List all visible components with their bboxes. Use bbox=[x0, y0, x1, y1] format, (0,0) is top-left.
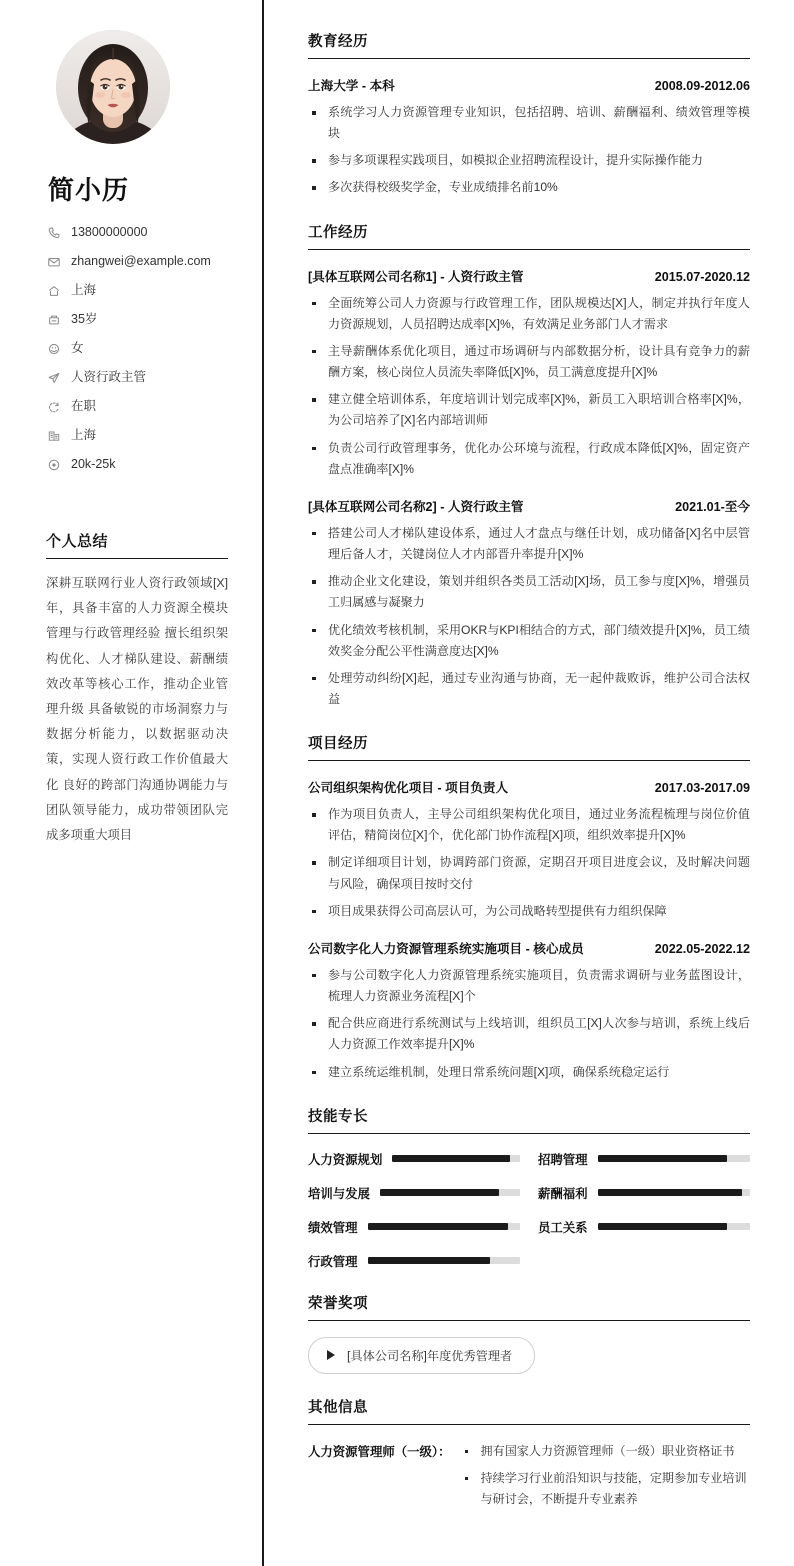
skill-bar-track bbox=[368, 1223, 520, 1230]
skill-bar-fill bbox=[392, 1155, 509, 1162]
entry-date: 2008.09-2012.06 bbox=[654, 79, 750, 93]
entry-header bbox=[308, 75, 750, 94]
skill-label: 行政管理 bbox=[308, 1254, 358, 1269]
sidebar bbox=[0, 0, 264, 1566]
skill-row bbox=[538, 1184, 750, 1202]
work-entry bbox=[308, 496, 750, 710]
bullet-item: 处理劳动纠纷[X]起，通过专业沟通与协商，无一起仲裁败诉，维护公司合法权益 bbox=[308, 668, 750, 710]
contact-status bbox=[46, 399, 228, 414]
avatar bbox=[56, 30, 170, 144]
contact-email bbox=[46, 254, 228, 269]
project-entry bbox=[308, 938, 750, 1083]
entry-date: 2021.01-至今 bbox=[675, 499, 750, 514]
building-icon bbox=[46, 428, 61, 443]
skill-row bbox=[308, 1252, 520, 1270]
contact-gender bbox=[46, 341, 228, 356]
skill-bar-fill bbox=[368, 1257, 490, 1264]
bullet-item: 建立系统运维机制，处理日常系统问题[X]项，确保系统稳定运行 bbox=[308, 1062, 750, 1083]
contact-hometown bbox=[46, 283, 228, 298]
gender-icon bbox=[46, 341, 61, 356]
bullet-item: 制定详细项目计划，协调跨部门资源，定期召开项目进度会议，及时解决问题与风险，确保项目按时交付 bbox=[308, 852, 750, 894]
bullet-item: 配合供应商进行系统测试与上线培训，组织员工[X]人次参与培训，系统上线后人力资源工作效率提升[X]% bbox=[308, 1013, 750, 1055]
contact-value: 在职 bbox=[71, 399, 97, 413]
other-info-list bbox=[461, 1441, 751, 1516]
target-icon bbox=[46, 457, 61, 472]
other-info-row bbox=[308, 1441, 750, 1516]
skill-label: 人力资源规划 bbox=[308, 1152, 383, 1167]
skill-bar-fill bbox=[598, 1223, 728, 1230]
triangle-right-icon bbox=[327, 1350, 335, 1360]
entry-header bbox=[308, 938, 750, 957]
bullet-item: 作为项目负责人，主导公司组织架构优化项目，通过业务流程梳理与岗位价值评估，精简岗位[X]个，优化部门协作流程[X]项，组织效率提升[X]% bbox=[308, 804, 750, 846]
entry-header bbox=[308, 266, 750, 285]
skill-bar-track bbox=[368, 1257, 520, 1264]
contact-phone bbox=[46, 225, 228, 240]
paper-plane-icon bbox=[46, 370, 61, 385]
education-heading: 教育经历 bbox=[308, 30, 750, 59]
honor-label: [具体公司名称]年度优秀管理者 bbox=[347, 1348, 513, 1363]
work-entry bbox=[308, 266, 750, 480]
id-card-icon bbox=[46, 312, 61, 327]
skill-row bbox=[538, 1218, 750, 1236]
phone-icon bbox=[46, 225, 61, 240]
summary-heading: 个人总结 bbox=[46, 530, 228, 559]
entry-date: 2015.07-2020.12 bbox=[654, 269, 750, 284]
bullet-item: 主导薪酬体系优化项目，通过市场调研与内部数据分析，设计具有竞争力的薪酬方案，核心岗位人员流失率降低[X]%，员工满意度提升[X]% bbox=[308, 341, 750, 383]
skill-label: 招聘管理 bbox=[538, 1152, 588, 1167]
contact-position bbox=[46, 370, 228, 385]
other-info-item: 拥有国家人力资源管理师（一级）职业资格证书 bbox=[461, 1441, 751, 1462]
entry-header bbox=[308, 496, 750, 515]
work-section bbox=[308, 221, 750, 711]
projects-heading: 项目经历 bbox=[308, 732, 750, 761]
bullet-item: 推动企业文化建设，策划并组织各类员工活动[X]场，员工参与度[X]%，增强员工归属感与凝聚力 bbox=[308, 571, 750, 613]
contact-value: 女 bbox=[71, 341, 84, 355]
bullet-item: 优化绩效考核机制，采用OKR与KPI相结合的方式，部门绩效提升[X]%，员工绩效奖金分配公平性满意度达[X]% bbox=[308, 620, 750, 662]
honors-section bbox=[308, 1292, 750, 1374]
bullet-item: 系统学习人力资源管理专业知识，包括招聘、培训、薪酬福利、绩效管理等模块 bbox=[308, 102, 750, 144]
project-entry bbox=[308, 777, 750, 922]
entry-title: 上海大学 - 本科 bbox=[308, 79, 395, 93]
envelope-icon bbox=[46, 254, 61, 269]
entry-date: 2022.05-2022.12 bbox=[654, 941, 750, 956]
entry-title: 公司数字化人力资源管理系统实施项目 - 核心成员 bbox=[308, 941, 584, 956]
skill-row bbox=[308, 1150, 520, 1168]
skills-grid bbox=[308, 1150, 750, 1270]
portrait-photo-icon bbox=[56, 30, 170, 144]
contact-list bbox=[46, 225, 228, 472]
entry-header bbox=[308, 777, 750, 796]
skill-row bbox=[308, 1184, 520, 1202]
page-title: 简小历 bbox=[48, 175, 130, 205]
summary-text: 深耕互联网行业人资行政领域[X]年，具备丰富的人力资源全模块管理与行政管理经验 擅长组织架构优化、人才梯队建设、薪酬绩效改革等核心工作，推动企业管理升级 具备敏锐的市场洞察力与数据分析能力，以数据驱动决策，实现人资行政工作价值最大化 良好的跨部门沟通协调能力与团队领导能力，成功带领团队完成多项重大项目 bbox=[46, 576, 228, 843]
bullet-item: 参与公司数字化人力资源管理系统实施项目，负责需求调研与业务蓝图设计，梳理人力资源业务流程[X]个 bbox=[308, 965, 750, 1007]
bullet-list bbox=[308, 965, 750, 1083]
skill-bar-track bbox=[598, 1155, 750, 1162]
bullet-item: 全面统筹公司人力资源与行政管理工作，团队规模达[X]人，制定并执行年度人力资源规划，人员招聘达成率[X]%，有效满足业务部门人才需求 bbox=[308, 293, 750, 335]
skill-row bbox=[308, 1218, 520, 1236]
bullet-item: 负责公司行政管理事务，优化办公环境与流程，行政成本降低[X]%，固定资产盘点准确率[X]% bbox=[308, 438, 750, 480]
skill-bar-track bbox=[598, 1223, 750, 1230]
skill-bar-fill bbox=[380, 1189, 499, 1196]
education-entry bbox=[308, 75, 750, 199]
skill-label: 绩效管理 bbox=[308, 1220, 358, 1235]
main-column bbox=[264, 0, 794, 1566]
entry-title: 公司组织架构优化项目 - 项目负责人 bbox=[308, 781, 509, 796]
skill-bar-track bbox=[392, 1155, 520, 1162]
other-info-heading: 其他信息 bbox=[308, 1396, 750, 1425]
education-section bbox=[308, 30, 750, 199]
contact-value: 人资行政主管 bbox=[71, 370, 147, 384]
skills-heading: 技能专长 bbox=[308, 1105, 750, 1134]
bullet-list bbox=[308, 293, 750, 480]
contact-value: 上海 bbox=[71, 428, 97, 442]
contact-age bbox=[46, 312, 228, 327]
contact-value: 13800000000 bbox=[71, 225, 148, 239]
contact-value: zhangwei@example.com bbox=[71, 254, 211, 268]
contact-value: 上海 bbox=[71, 283, 97, 297]
refresh-icon bbox=[46, 399, 61, 414]
certification-label: 人力资源管理师（一级）： bbox=[308, 1444, 451, 1459]
contact-work-city bbox=[46, 428, 228, 443]
skill-label: 员工关系 bbox=[538, 1220, 588, 1235]
skill-row bbox=[538, 1150, 750, 1168]
projects-section bbox=[308, 732, 750, 1083]
home-icon bbox=[46, 283, 61, 298]
honor-chip[interactable] bbox=[308, 1337, 535, 1374]
bullet-item: 搭建公司人才梯队建设体系，通过人才盘点与继任计划，成功储备[X]名中层管理后备人才，关键岗位人才内部晋升率提升[X]% bbox=[308, 523, 750, 565]
skill-label: 薪酬福利 bbox=[538, 1186, 588, 1201]
work-heading: 工作经历 bbox=[308, 221, 750, 250]
contact-value: 20k-25k bbox=[71, 457, 116, 471]
skill-bar-track bbox=[598, 1189, 750, 1196]
entry-title: [具体互联网公司名称2] - 人资行政主管 bbox=[308, 499, 524, 514]
skills-section bbox=[308, 1105, 750, 1270]
bullet-item: 项目成果获得公司高层认可，为公司战略转型提供有力组织保障 bbox=[308, 901, 750, 922]
skill-label: 培训与发展 bbox=[308, 1186, 370, 1201]
bullet-list bbox=[308, 102, 750, 199]
skill-bar-fill bbox=[368, 1223, 508, 1230]
contact-salary bbox=[46, 457, 228, 472]
bullet-list bbox=[308, 523, 750, 710]
bullet-item: 参与多项课程实践项目，如模拟企业招聘流程设计，提升实际操作能力 bbox=[308, 150, 750, 171]
skill-bar-fill bbox=[598, 1155, 728, 1162]
contact-value: 35岁 bbox=[71, 312, 98, 326]
entry-title: [具体互联网公司名称1] - 人资行政主管 bbox=[308, 269, 524, 284]
skill-bar-fill bbox=[598, 1189, 743, 1196]
bullet-item: 多次获得校级奖学金，专业成绩排名前10% bbox=[308, 177, 750, 198]
bullet-list bbox=[308, 804, 750, 922]
other-info-item: 持续学习行业前沿知识与技能，定期参加专业培训与研讨会，不断提升专业素养 bbox=[461, 1468, 751, 1510]
honors-heading: 荣誉奖项 bbox=[308, 1292, 750, 1321]
bullet-item: 建立健全培训体系，年度培训计划完成率[X]%，新员工入职培训合格率[X]%，为公司培养了[X]名内部培训师 bbox=[308, 389, 750, 431]
skill-bar-track bbox=[380, 1189, 520, 1196]
personal-summary-section bbox=[46, 530, 228, 848]
entry-date: 2017.03-2017.09 bbox=[654, 781, 750, 796]
